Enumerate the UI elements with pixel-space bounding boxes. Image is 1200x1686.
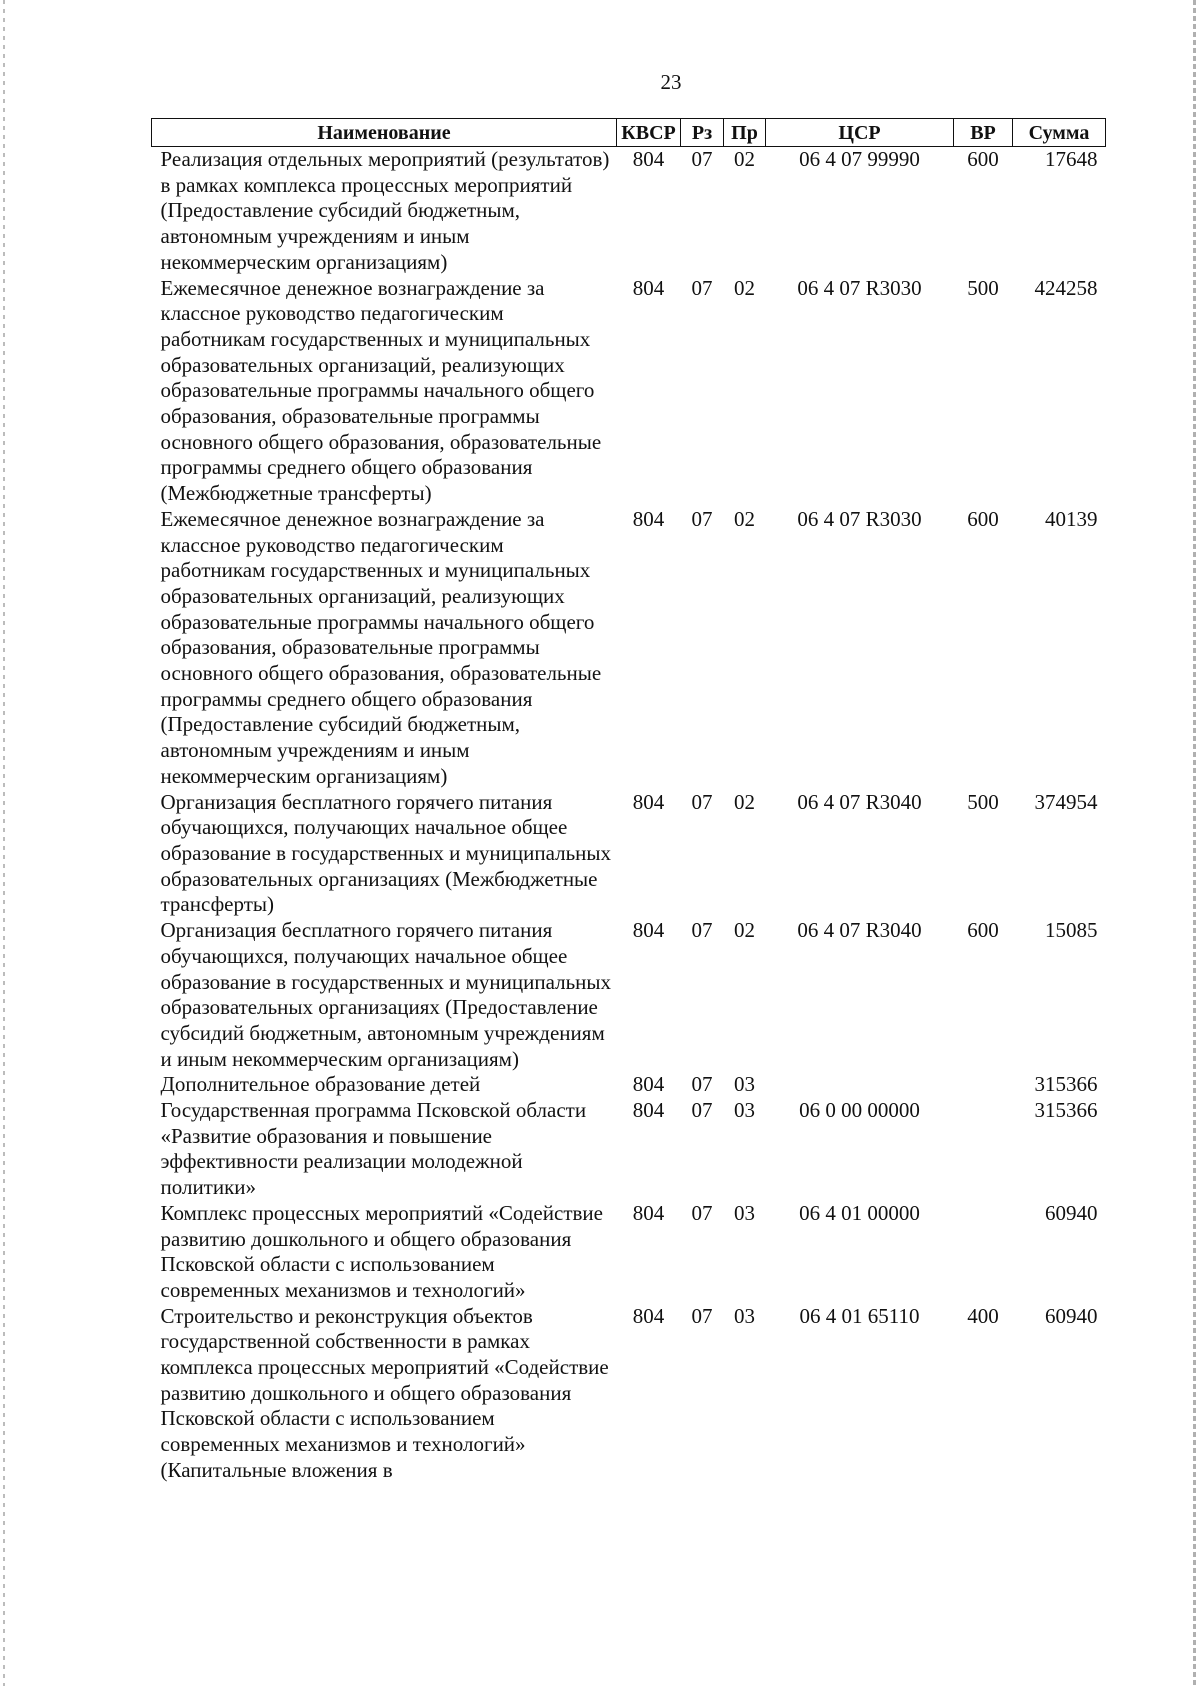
row-pr: 02 (734, 275, 755, 300)
row-sum: 40139 (1045, 506, 1098, 531)
row-csr (766, 1072, 954, 1098)
row-csr: 06 4 01 65110 (799, 1303, 920, 1328)
header-vr: ВР (954, 119, 1013, 147)
table-body (152, 147, 1106, 1484)
row-name: Строительство и реконструкция объектов государственной собственности в рамках комплекса процессных мероприятий «Содействие развитию дошкольного и общего образования Псковской области с использованием современных механизмов и технологий» (Капитальные вложения в (160, 1303, 609, 1482)
row-csr: 06 0 00 00000 (799, 1098, 920, 1123)
row-name: Комплекс процессных мероприятий «Содействие развитию дошкольного и общего образования Псковской области с использованием современных механизмов и технологий» (160, 1200, 603, 1302)
table-header (152, 119, 1106, 147)
table-row (152, 507, 1106, 790)
table-row (152, 790, 1106, 919)
row-rz: 07 (691, 1200, 713, 1225)
row-rz: 07 (691, 1072, 713, 1097)
table-row (152, 918, 1106, 1072)
row-pr: 02 (734, 506, 755, 531)
row-name: Ежемесячное денежное вознаграждение за классное руководство педагогическим работникам государственных и муниципальных образовательных организаций, реализующих образовательные программы начального общего образования, образовательные программы основного общего образования, образовательные программы среднего общего образования (Предоставление субсидий бюджетным, автономным учреждениям и иным некоммерческим организациям) (160, 506, 602, 788)
row-csr: 06 4 07 99990 (799, 147, 920, 171)
row-csr: 06 4 07 R3040 (797, 918, 922, 943)
row-vr (954, 1201, 1013, 1304)
row-kvsr: 804 (632, 1303, 665, 1328)
header-row (152, 119, 1106, 147)
header-sum: Сумма (1013, 119, 1106, 147)
row-sum: 374954 (1034, 789, 1098, 814)
table-row (152, 1098, 1106, 1201)
row-name: Государственная программа Псковской области «Развитие образования и повышение эффективности реализации молодежной политики» (160, 1098, 587, 1200)
row-pr: 02 (734, 918, 755, 943)
row-vr (954, 1072, 1013, 1098)
row-sum: 315366 (1034, 1072, 1098, 1097)
budget-table (151, 118, 1106, 1484)
row-vr: 400 (967, 1303, 999, 1328)
row-kvsr: 804 (632, 1098, 665, 1123)
row-sum: 15085 (1045, 918, 1098, 943)
row-rz: 07 (691, 147, 713, 171)
row-name: Дополнительное образование детей (160, 1072, 481, 1097)
row-vr: 500 (967, 275, 999, 300)
row-sum: 315366 (1034, 1098, 1098, 1123)
scan-edge-right (1193, 0, 1196, 1686)
header-rz: Рз (681, 119, 724, 147)
row-kvsr: 804 (632, 1072, 665, 1097)
header-csr: ЦСР (766, 119, 954, 147)
row-rz: 07 (691, 789, 713, 814)
row-vr: 500 (967, 789, 999, 814)
header-kvsr: КВСР (617, 119, 681, 147)
table-row (152, 1304, 1106, 1484)
row-rz: 07 (691, 918, 713, 943)
table-row (152, 1072, 1106, 1098)
row-pr: 03 (734, 1303, 755, 1328)
row-rz: 07 (691, 1098, 713, 1123)
row-csr: 06 4 07 R3030 (797, 275, 922, 300)
row-name: Организация бесплатного горячего питания обучающихся, получающих начальное общее образование в государственных и муниципальных образовательных организациях (Межбюджетные трансферты) (160, 789, 612, 917)
row-pr: 03 (734, 1098, 755, 1123)
row-pr: 03 (734, 1200, 755, 1225)
row-kvsr: 804 (632, 147, 665, 171)
header-name: Наименование (152, 119, 617, 147)
row-pr: 03 (734, 1072, 755, 1097)
row-kvsr: 804 (632, 1200, 665, 1225)
row-kvsr: 804 (632, 506, 665, 531)
row-vr: 600 (967, 147, 999, 171)
row-sum: 17648 (1045, 147, 1098, 171)
table-row (152, 147, 1106, 276)
row-name: Ежемесячное денежное вознаграждение за классное руководство педагогическим работникам государственных и муниципальных образовательных организаций, реализующих образовательные программы начального общего образования, образовательные программы основного общего образования, образовательные программы среднего общего образования (Межбюджетные трансферты) (160, 275, 602, 506)
row-kvsr: 804 (632, 275, 665, 300)
row-sum: 424258 (1034, 275, 1098, 300)
row-name: Реализация отдельных мероприятий (результатов) в рамках комплекса процессных мероприятий (Предоставление субсидий бюджетным, автономным учреждениям и иным некоммерческим организациям) (160, 147, 610, 274)
page-number: 23 (660, 70, 682, 94)
row-vr: 600 (967, 506, 999, 531)
row-name: Организация бесплатного горячего питания обучающихся, получающих начальное общее образование в государственных и муниципальных образовательных организациях (Предоставление субсидий бюджетным, автономным учреждениям и иным некоммерческим организациям) (160, 918, 612, 1071)
row-rz: 07 (691, 275, 713, 300)
row-csr: 06 4 07 R3040 (797, 789, 922, 814)
row-rz: 07 (691, 506, 713, 531)
row-vr (954, 1098, 1013, 1201)
row-pr: 02 (734, 789, 755, 814)
table-row (152, 276, 1106, 507)
row-rz: 07 (691, 1303, 713, 1328)
table-row (152, 1201, 1106, 1304)
row-sum: 60940 (1045, 1200, 1098, 1225)
row-sum: 60940 (1045, 1303, 1098, 1328)
row-kvsr: 804 (632, 789, 665, 814)
row-kvsr: 804 (632, 918, 665, 943)
header-pr: Пр (724, 119, 766, 147)
scan-edge-left (3, 0, 5, 1686)
row-csr: 06 4 01 00000 (799, 1200, 920, 1225)
row-vr: 600 (967, 918, 999, 943)
row-csr: 06 4 07 R3030 (797, 506, 922, 531)
row-pr: 02 (734, 147, 755, 171)
